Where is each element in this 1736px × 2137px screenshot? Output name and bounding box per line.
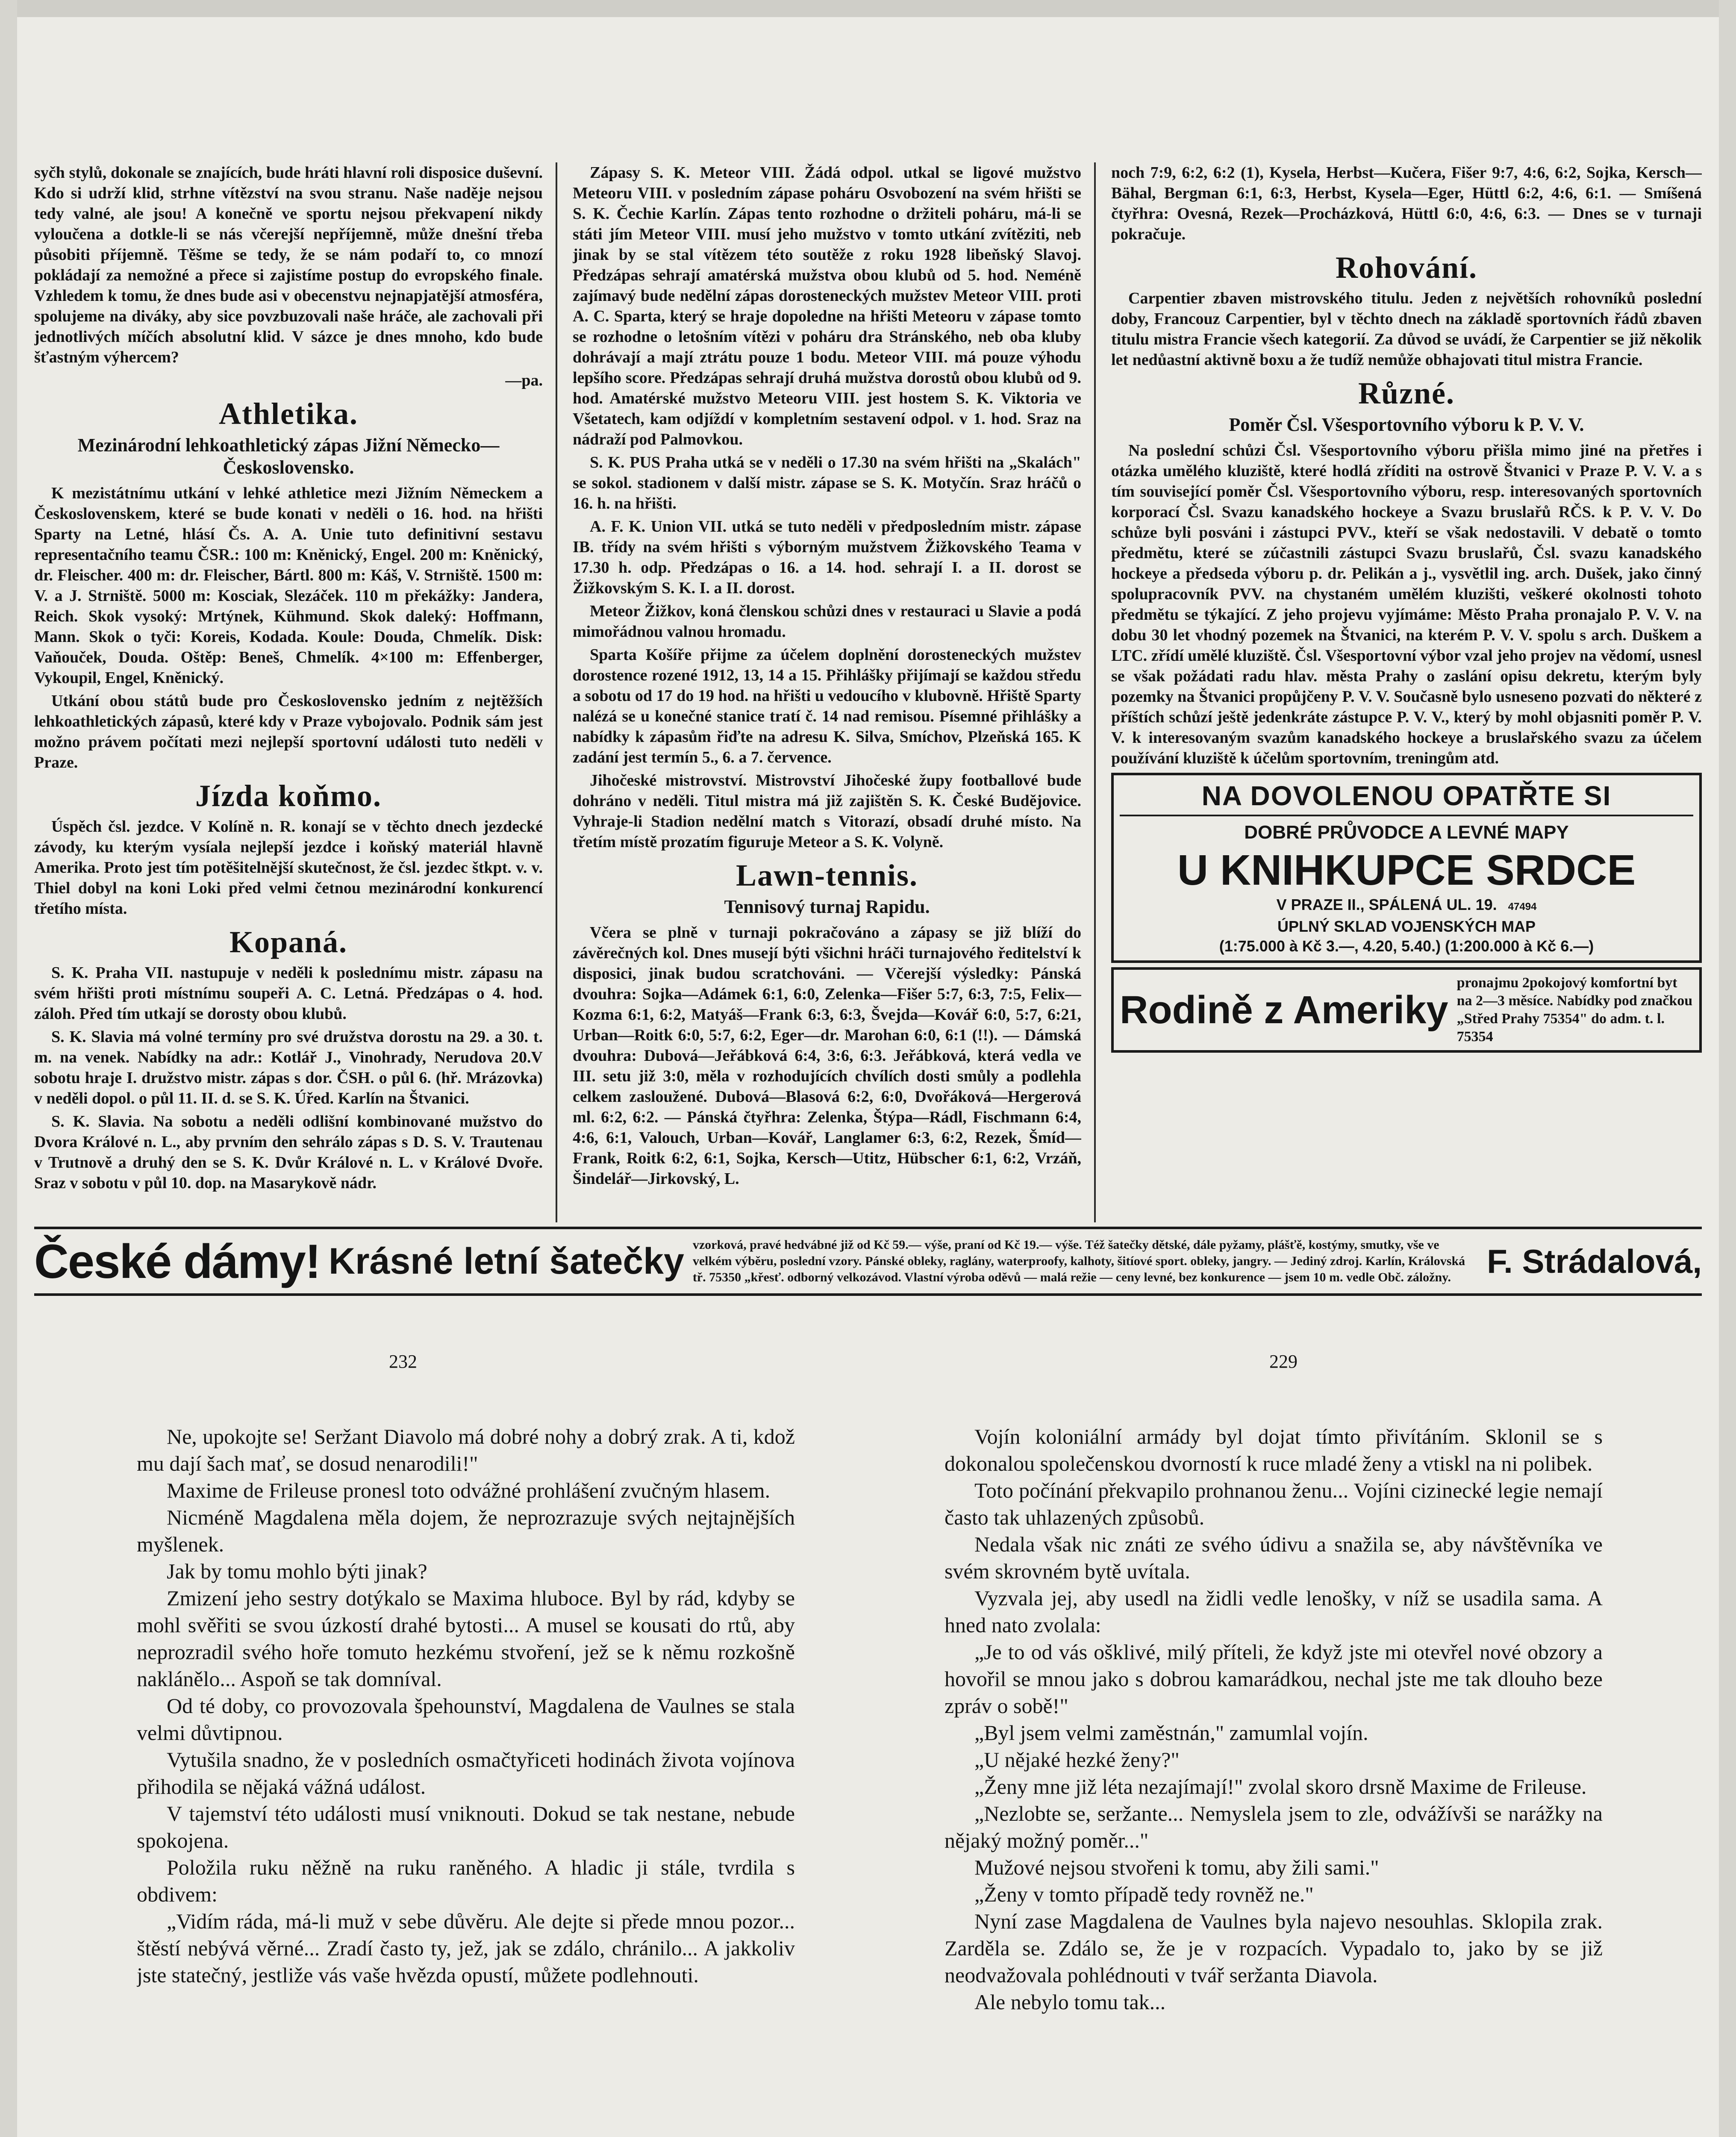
article-paragraph: S. K. PUS Praha utká se v neděli o 17.30 na svém hřišti na „Skalách" se sokol. stadionem v další mistr. zápase se S. K. Motyčín. Sraz hráčů o 16. h. na hřišti.: [573, 453, 1081, 512]
article-paragraph: S. K. Slavia. Na sobotu a neděli odlišní kombinované mužstvo do Dvora Králové n. L., aby prvním den sehrálo zápas s D. S. V. Trautenau v Trutnově a druhý den se S. K. Dvůr Králové n. L. v Králové Dvoře. Sraz v sobotu v půl 10. dop. na Masarykově nádr.: [34, 1113, 543, 1192]
ad-line: DOBRÉ PRŮVODCE A LEVNÉ MAPY: [1244, 822, 1569, 843]
scan-edge-right: [1719, 0, 1736, 2137]
page-number-left: 232: [389, 1351, 417, 1372]
article-paragraph: Sparta Košíře přijme za účelem doplnění dorosteneckých mužstev dorostence rozené 1912, 13, 14 a 15. Přihlášky přijímají se každou středu a sobotu od 17 do 19 hod. na hřišti u vedoucího v klubovně. Hřiště Sparty nalézá se u konečné stanice tratí č. 14 nad remisou. Písemné přihlášky a nabídky k zápasům řiďte na adresu K. Silva, Smíchov, Plzeňská 165. K zadání jest termín 5., 6. a 7. července.: [573, 646, 1081, 766]
book-paragraph: „Ženy v tomto případě tedy rovněž ne.": [974, 1882, 1314, 1906]
article-paragraph: Na poslední schůzi Čsl. Všesportovního výboru přišla mimo jiné na přetřes i otázka umělého kluziště, které hodlá zříditi na ostrově Štvanici v Praze P. V. V. a s tím související poměr Čsl. Všesportovního výboru, resp. interesovaných sportovních korporací Čsl. Svazu kanadského hockeye a Svazu bruslařů RČS. k P. V. V. Do schůze byli posváni i zástupci PVV., kteří se však nedostavili. V debatě o tomto předmětu, které se zúčastnili zástupci Svazu bruslařů, Čsl. svazu kanadského hockeye a předseda výboru p. dr. Pelikán a j., vysvětlil ing. arch. Dušek, jako činný spolupracovník PVV. na chystaném umělém kluzišti, veškeré okolnosti tohoto předmětu se týkající. Z jeho projevu vyjímáme: Město Praha pronajalo P. V. V. na dobu 30 let vhodný pozemek na Štvanici, na kterém P. V. V. spolu s arch. Duškem a LTC. zřídí umělé kluziště. Čsl. Všesportovní výbor vzal jeho projev na vědomí, usnesl se však požádati radu hlav. města Prahy o zaslání opisu dekretu, kterým byly pozemky na Štvanici propůjčeny P. V. V. Současně bylo usneseno pozvati do některé z příštích schůzí ještě jedenkráte zástupce P. V. V., který by mohl objasniti poměr P. V. V. k interesovaným svazům kanadského hockeye a bruslařského svazu za účelem používání kluziště k účelům sportovním, treningům atd.: [1111, 442, 1702, 767]
ad-text: pronajmu 2pokojový komfortní byt na 2—3 měsíce. Nabídky pod značkou „Střed Prahy 75354" do adm. t. l. 75354: [1456, 975, 1693, 1045]
section-heading-boxing: Rohování.: [1335, 250, 1478, 285]
book-page-right: [945, 1423, 1603, 2137]
book-paragraph: Nedala však nic znáti ze svého údivu a snažila se, aby návštěvníka ve svém skrovném bytě uvítala.: [945, 1532, 1603, 1583]
book-paragraph: Vytušila snadno, že v posledních osmačtyřiceti hodinách života vojínova přihodila se nějaká vážná událost.: [137, 1748, 795, 1798]
banner-headline: České dámy!: [34, 1234, 321, 1288]
book-paragraph: Ne, upokojte se! Seržant Diavolo má dobré nohy a dobrý zrak. A ti, kdož mu dají šach mať, se dosud nenarodili!": [137, 1425, 795, 1475]
article-paragraph: Zápasy S. K. Meteor VIII. Žádá odpol. utkal se ligové mužstvo Meteoru VIII. v posledním zápase poháru Osvobození na svém hřišti se S. K. Čechie Karlín. Zápas tento rozhodne o držiteli poháru, má-li se státi jím Meteor VIII. musí jeho mužstvo v tomto utkání zvítěziti, neb jinak by se stal vítězem této soutěže z roku 1928 libeňský Slavoj. Předzápas sehrají amatérská mužstva obou klubů od 5. hod. Neméně zajímavý bude nedělní zápas dorosteneckých mužstev Meteor VIII. proti A. C. Sparta, který se hraje dopoledne na hřišti Meteoru v zápase tomto se rozhodne o letošním vítězi v poháru dra Stránského, neb oba kluby dohrávají a mají ztrátu pouze 1 bodu. Meteor VIII. má pouze výhodu lepšího score. Předzápas sehrají druhá mužstva dorostů obou klubů od 9. hod. Amatérské mužstvo Meteoru VIII. jest hostem S. K. Viktoria ve Všetatech, kam odjíždí v kompletním sestavení odpol. v 1. hod. Sraz na nádraží pod Palmovkou.: [573, 164, 1081, 448]
book-paragraph: Zmizení jeho sestry dotýkalo se Maxima hluboce. Byl by rád, kdyby se mohl svěřiti se svou úzkostí drahé bytosti... A musel se kousati do rtů, aby neprozradil svého hoře tomuto hezkému stvoření, jež se k němu rozkošně naklánělo... Aspoň se tak domníval.: [137, 1586, 795, 1691]
article-headline: Tennisový turnaj Rapidu.: [724, 896, 930, 917]
book-paragraph: Vojín koloniální armády byl dojat tímto přivítáním. Sklonil se s dokonalou společenskou dvorností k ruce mladé ženy a vtiskl na ni polibek.: [945, 1425, 1603, 1475]
section-heading-football: Kopaná.: [229, 925, 348, 959]
scan-edge-left: [0, 0, 17, 2137]
book-paragraph: Mužové nejsou stvořeni k tomu, aby žili sami.": [974, 1855, 1379, 1879]
column-rule: [1094, 162, 1096, 1222]
article-paragraph: K mezistátnímu utkání v lehké athletice mezi Jižním Německem a Československem, které se bude konati v neděli o 16. hod. na hřišti Sparty na Letné, hlásí Čs. A. A. Unie tuto definitivní sestavu representačního teamu ČSR.: 100 m: Kněnický, Engel. 200 m: Kněnický, dr. Fleischer. 400 m: dr. Fleischer, Bártl. 800 m: Káš, V. Strniště. 1500 m: V. a J. Strniště. 5000 m: Kosciak, Slezáček. 110 m překážky: Jandera, Reich. Skok vysoký: Mrtýnek, Kühmund. Skok daleký: Hoffmann, Mann. Skok o tyči: Koreis, Kodada. Koule: Douda, Chmelík. Disk: Vaňouček, Douda. Oštěp: Beneš, Chmelík. 4×100 m: Effenberger, Vykoupil, Engel, Kněnický.: [34, 484, 543, 687]
dress-advertisement-banner: [34, 1227, 1702, 1296]
article-paragraph: Úspěch čsl. jezdce. V Kolíně n. R. konají se v těchto dnech jezdecké závody, ku kterým vysíala nejlepší jezdce i koňský materiál hlavně Amerika. Proto jest tím potěšitelnější skutečnost, že čsl. jezdec štkpt. v. v. Thiel dobyl na koni Loki před velmi četnou mezinárodní konkurencí třetího místa.: [34, 818, 543, 918]
ad-line: ÚPLNÝ SKLAD VOJENSKÝCH MAP: [1277, 918, 1536, 935]
ad-address: [1120, 895, 1693, 917]
book-paragraph: Maxime de Frileuse pronesl toto odvážné prohlášení zvučným hlasem.: [167, 1478, 771, 1502]
book-paragraph: Jak by tomu mohlo býti jinak?: [167, 1559, 427, 1583]
book-paragraph: Toto počínání překvapilo prohnanou ženu... Vojíni cizinecké legie nemají často tak uhlazených způsobů.: [945, 1478, 1603, 1529]
banner-company: F. Strádalová,: [1487, 1242, 1702, 1280]
book-paragraph: Nyní zase Magdalena de Vaulnes byla najevo nesouhlas. Sklopila zrak. Zarděla se. Zdálo se, že je v rozpacích. Vypadalo to, jako by se již neodvažovala pohlédnouti v tvář seržanta Diavola.: [945, 1909, 1603, 1987]
book-paragraph: Od té doby, co provozovala špehounství, Magdalena de Vaulnes se stala velmi důvtipnou.: [137, 1694, 795, 1745]
book-paragraph: Vyzvala jej, aby usedl na židli vedle lenošky, v níž se usadila sama. A hned nato zvolala:: [945, 1586, 1603, 1637]
section-heading-various: Různé.: [1358, 376, 1455, 410]
book-paragraph: „Byl jsem velmi zaměstnán," zamumlal vojín.: [974, 1721, 1368, 1745]
newspaper-column-1: [34, 162, 543, 1222]
column-rule: [556, 162, 557, 1222]
ad-headline: Rodině z Ameriky: [1120, 988, 1448, 1032]
ad-line: V PRAZE II., SPÁLENÁ UL. 19.: [1276, 896, 1497, 913]
book-paragraph: „U nějaké hezké ženy?": [974, 1748, 1180, 1772]
section-heading-tennis: Lawn-tennis.: [736, 858, 918, 892]
book-paragraph: Nicméně Magdalena měla dojem, že neprozrazuje svých nejtajnějších myšlenek.: [137, 1505, 795, 1556]
article-paragraph: Carpentier zbaven mistrovského titulu. Jeden z největších rohovníků poslední doby, Francouz Carpentier, byl v těchto dnech na základě sportovních řádů zbaven titulu mistra Francie všech kategorií. Za důvod se uvádí, že Carpentier se již několik let nedůastní aktivně boxu a že tudíž nemůže obhajovati titul mistra Francie.: [1111, 289, 1702, 369]
article-paragraph: S. K. Slavia má volné termíny pro své družstva dorostu na 29. a 30. t. m. na venek. Nabídky na adr.: Kotlář J., Vinohrady, Nerudova 20.V sobotu hraje I. družstvo mistr. zápas s dor. ČSH. o půl 6. (hř. Mrázovka) v neděli dopol. o půl 11. II. d. se S. K. Úřed. Karlín na Štvanici.: [34, 1028, 543, 1107]
banner-text: vzorková, pravé hedvábné již od Kč 59.— výše, praní od Kč 19.— výše. Též šatečky dětské, dále pyžamy, plášťě, kostýmy, smutky, vše ve velkém výběru, poslední vzory. Pánské obleky, raglány, waterproofy, kalhoty, šitíové sport. obleky, jangry. — Jediný zdroj. Karlín, Královská tř. 75350 „křesť. odborný velkozávod. Vlastní výroba oděvů — malá režie — ceny levné, bez konkurence — jsem 10 m. vedle Obč. záložny.: [692, 1238, 1465, 1284]
ad-line: NA DOVOLENOU OPATŘTE SI: [1120, 780, 1693, 816]
book-paragraph: V tajemství této události musí vniknouti. Dokud se tak nestane, nebude spokojena.: [137, 1801, 795, 1852]
page-number-right: 229: [1269, 1351, 1298, 1372]
section-heading-riding: Jízda koňmo.: [195, 779, 382, 813]
section-heading-athletics: Athletika.: [219, 397, 358, 431]
article-paragraph: A. F. K. Union VII. utká se tuto neděli v předposledním mistr. zápase IB. třídy na svém hřišti s výborným mužstvem Žižkovského Teama v 17.30 h. odp. Předzápas o 16. a 14. hod. sehrají I. a II. dorost se Žižkovským S. K. I. a II. dorost.: [573, 518, 1081, 597]
scan-edge-top: [0, 0, 1736, 17]
book-page-left: [137, 1423, 795, 2137]
book-paragraph: Ale nebylo tomu tak...: [974, 1990, 1166, 2014]
article-paragraph: Jihočeské mistrovství. Mistrovství Jihočeské župy footballové bude dohráno v neděli. Titul mistra má již zajištěn S. K. České Budějovice. Vyhraje-li Stadion nedělní match s Vitorazí, obsadí druhé místo. Na třetím místě prozatím figuruje Meteor a S. K. Volyně.: [573, 771, 1081, 851]
ad-line: (1:75.000 à Kč 3.—, 4.20, 5.40.) (1:200.000 à Kč 6.—): [1219, 937, 1594, 955]
apartment-advertisement: [1111, 967, 1702, 1053]
article-headline: Mezinárodní lehkoathletický zápas Jižní Německo—Československo.: [77, 435, 500, 478]
newspaper-section: [34, 162, 1702, 1295]
book-paragraph: Položila ruku něžně na ruku raněného. A hladic ji stále, tvrdila s obdivem:: [137, 1855, 795, 1906]
newspaper-column-2: [573, 162, 1081, 1222]
ad-shop-name: U KNIHKUPCE SRDCE: [1177, 846, 1636, 894]
article-paragraph: Včera se plně v turnaji pokračováno a zápasy se již blíží do závěrečných kol. Dnes musejí býti všichni hráči turnajového ředitelství k disposici, jinak budou scratchováni. — Včerejší výsledky: Pánská dvouhra: Sojka—Adámek 6:1, 6:0, Zelenka—Fišer 5:7, 6:3, 7:5, Felix—Kozma 6:1, 6:2, Matyáš—Frank 6:3, 6:3, Švejda—Kovář 6:0, 5:7, 6:21, Urban—Roitk 6:0, 5:7, 6:2, Eger—dr. Marohan 6:0, 6:1 (!!). — Dámská dvouhra: Dubová—Jeřábková 6:4, 3:6, 6:3. Jeřábková, která vedla ve III. setu již 3:0, měla v rozhodujících chvílích dosti smůly a podlehla celkem zasloužené. Dubová—Blasová 6:2, 6:0, Dvořáková—Hergerová ml. 6:2, 6:2. — Pánská čtyřhra: Zelenka, Štýpa—Rádl, Fischmann 6:4, 4:6, 6:1, Valouch, Urban—Kovář, Langlamer 6:3, 6:2, Rezek, Šmíd—Frank, Roitk 6:2, 6:1, Sojka, Kersch—Utitz, Hübscher 6:1, 6:2, Vrzáň, Šindelář—Jirkovský, L.: [573, 924, 1081, 1188]
article-paragraph: Meteor Žižkov, koná členskou schůzi dnes v restauraci u Slavie a podá mimořádnou valnou hromadu.: [573, 602, 1081, 641]
newspaper-column-3: [1111, 162, 1702, 1222]
book-paragraph: „Nezlobte se, seržante... Nemyslela jsem to zle, odvážívši se narážky na nějaký možný poměr...": [945, 1801, 1603, 1852]
banner-subheadline: Krásné letní šatečky: [329, 1240, 684, 1282]
book-paragraph: „Ženy mne již léta nezajímají!" zvolal skoro drsně Maxime de Frileuse.: [974, 1775, 1587, 1798]
bookshop-advertisement: [1111, 773, 1702, 963]
article-paragraph: Utkání obou států bude pro Československo jedním z nejtěžších lehkoathletických zápasů, které kdy v Praze vybojovalo. Podnik sám jest možno právem počítati mezi nejlepší sportovní události tuto neděli v Praze.: [34, 692, 543, 771]
article-signature: —pa.: [505, 371, 543, 389]
book-paragraph: „Vidím ráda, má-li muž v sebe důvěru. Ale dejte si přede mnou pozor... štěstí nebývá věrné... Zradí často ty, jež, jak se zdálo, chránilo... A jakkoliv jste statečný, jestliže vás vaše hvězda opustí, můžete podlehnouti.: [137, 1909, 795, 1987]
article-paragraph: S. K. Praha VII. nastupuje v neděli k poslednímu mistr. zápasu na svém hřišti proti místnímu soupeři A. C. Letná. Předzápas o 4. hod. záloh. Před tím utkají se dorosty obou klubů.: [34, 964, 543, 1023]
ad-code: 47494: [1508, 901, 1537, 912]
article-headline: Poměr Čsl. Všesportovního výboru k P. V. V.: [1229, 414, 1584, 435]
article-paragraph: noch 7:9, 6:2, 6:2 (1), Kysela, Herbst—Kučera, Fišer 9:7, 4:6, 6:2, Sojka, Kersch—Bähal, Bergman 6:1, 6:3, Herbst, Kysela—Eger, Hüttl 6:2, 4:6, 6:1. — Smíšená čtyřhra: Ovesná, Rezek—Procházková, Hüttl 6:0, 4:6, 6:3. — Dnes se v turnaji pokračuje.: [1111, 164, 1702, 243]
article-intro: syčh stylů, dokonale se znajících, bude hráti hlavní roli disposice duševní. Kdo si udrží klid, strhne vítězství na svou stranu. Naše naděje nejsou tedy valné, ale jsou! A konečně ve sportu nejsou překvapení nikdy vyloučena a dotkle-li se nás včerejší nepříjemně, může dnešní třeba působiti příjemně. Těšme se tedy, že se nám podaří to, co mnozí pokládají za nemožné a přece si zajistíme postup do evropského finale. Vzhledem k tomu, že dnes bude asi v obecenstvu nejnapjatější atmosféra, spolujeme na diváky, aby sice povzbuzovali naše hráče, ale zachovali při jednotlivých míčích absolutní klid. V sázce je dnes mnoho, kdo bude šťastným výhercem?: [34, 164, 543, 366]
book-paragraph: „Je to od vás ošklivé, milý příteli, že když jste mi otevřel nové obzory a hovořil se mnou jako s dobrou kamarádkou, nechal jste me tak dlouho beze zpráv o sobě!": [945, 1640, 1603, 1718]
